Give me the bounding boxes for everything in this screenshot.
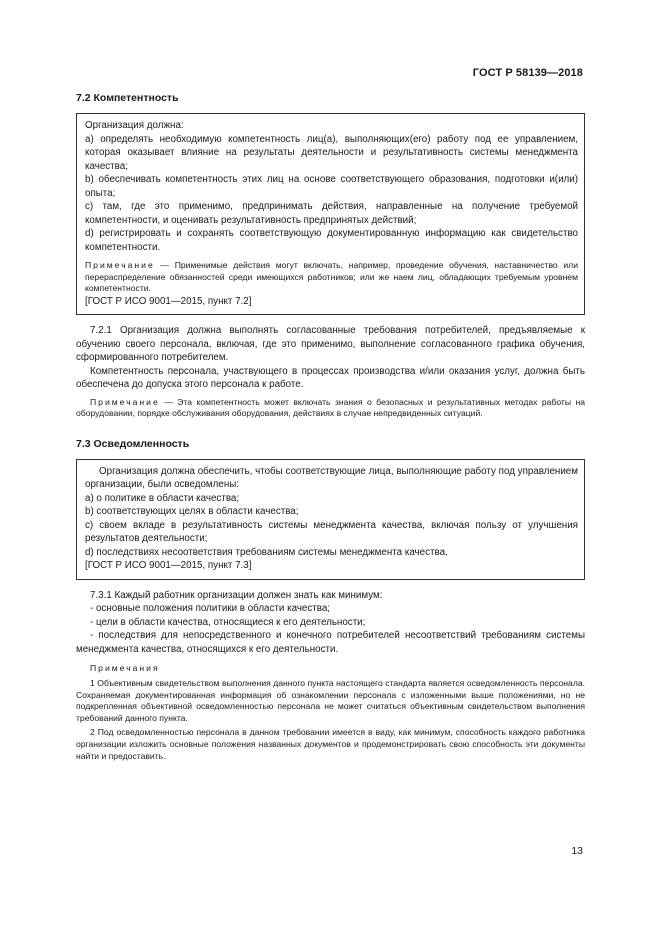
note-2: 2 Под осведомленностью персонала в данном требовании имеется в виду, как минимум, способность каждого работника организации изложить основные положения названных документов и продемонстрировать свою способность эти документы найти и предоставить. <box>76 727 585 761</box>
box-item-a: а) о политике в области качества; <box>85 492 240 504</box>
box-item-b: b) обеспечивать компетентность этих лиц на основе соответствующего образования, подготовки и(или) опыта; <box>85 174 578 199</box>
paragraph-7-2-1: 7.2.1 Организация должна выполнять согласованные требования потребителей, предъявляемые к обучению своего персонала, включая, где это применимо, выполнение согласованного графика обучения, сформированного потребителем. <box>76 325 585 364</box>
note-7-2 <box>76 397 585 420</box>
note-text: — Применимые действия могут включать, например, проведение обучения, наставничество или перераспределение обязанностей среди имеющихся работников; или же наем лиц, обладающих требуемым уровнем компетентности. <box>85 260 578 294</box>
page-content <box>76 92 585 762</box>
document-id-header: ГОСТ Р 58139—2018 <box>472 67 583 79</box>
note-label: Примечание <box>90 396 160 407</box>
box-item-b: b) соответствующих целях в области качества; <box>85 506 299 518</box>
box-item-d: d) последствиях несоответствия требованиям системы менеджмента качества. <box>85 546 448 558</box>
note-label: Примечание <box>85 260 155 270</box>
quote-box-7-3 <box>76 459 585 580</box>
notes-title: Примечания <box>90 663 160 674</box>
box-item-c: c) там, где это применимо, предпринимать действия, направленные на получение требуемой компетентности, и оценивать результативность предпринятых действий; <box>85 201 578 226</box>
box-note <box>85 260 578 295</box>
page-number: 13 <box>571 845 583 857</box>
box-item-a: а) определять необходимую компетентность лиц(а), выполняющих(его) работу под ее управлением, которая оказывает влияние на результаты деятельности и результативность системы менеджмента качества; <box>85 133 578 172</box>
paragraph-7-3-1: 7.3.1 Каждый работник организации должен знать как минимум: <box>90 589 383 601</box>
box-intro: Организация должна обеспечить, чтобы соответствующие лица, выполняющие работу под управлением организации, были осведомлены: <box>85 465 578 491</box>
box-reference: [ГОСТ Р ИСО 9001—2015, пункт 7.3] <box>85 560 252 572</box>
note-text: — Эта компетентность может включать знания о безопасных и результативных методах работы на оборудовании, порядке обслуживания оборудования, действиях в случае непредвиденных ситуаций. <box>76 396 585 419</box>
box-intro: Организация должна: <box>85 120 184 131</box>
box-item-d: d) регистрировать и сохранять соответствующую документированную информацию как свидетельство компетентности. <box>85 228 578 253</box>
box-reference: [ГОСТ Р ИСО 9001—2015, пункт 7.2] <box>85 295 252 307</box>
box-item-c: c) своем вкладе в результативность системы менеджмента качества, включая пользу от улучшения результатов деятельности; <box>85 519 578 545</box>
bullet-consequences: - последствия для непосредственного и конечного потребителей несоответствий требованиям системы менеджмента качества, относящихся к его деятельности. <box>76 630 585 655</box>
bullet-policy: - основные положения политики в области качества; <box>90 603 331 615</box>
bullet-objectives: - цели в области качества, относящиеся к его деятельности; <box>90 616 366 628</box>
section-7-2-title: 7.2 Компетентность <box>76 92 179 104</box>
quote-box-7-2 <box>76 113 585 315</box>
note-1: 1 Объективным свидетельством выполнения данного пункта настоящего стандарта является осведомленность персонала. Сохраняемая документированная информация об ознакомлении персонала с изложенными выше положениями, но не подкрепленная объективной осведомленностью персонала не может считаться объективным свидетельством выполнения требований данного пункта. <box>76 678 585 723</box>
paragraph-competence: Компетентность персонала, участвующего в процессах производства и/или оказания услуг, должна быть обеспечена до допуска этого персонала к работе. <box>76 365 585 391</box>
section-7-3-title: 7.3 Осведомленность <box>76 437 190 450</box>
